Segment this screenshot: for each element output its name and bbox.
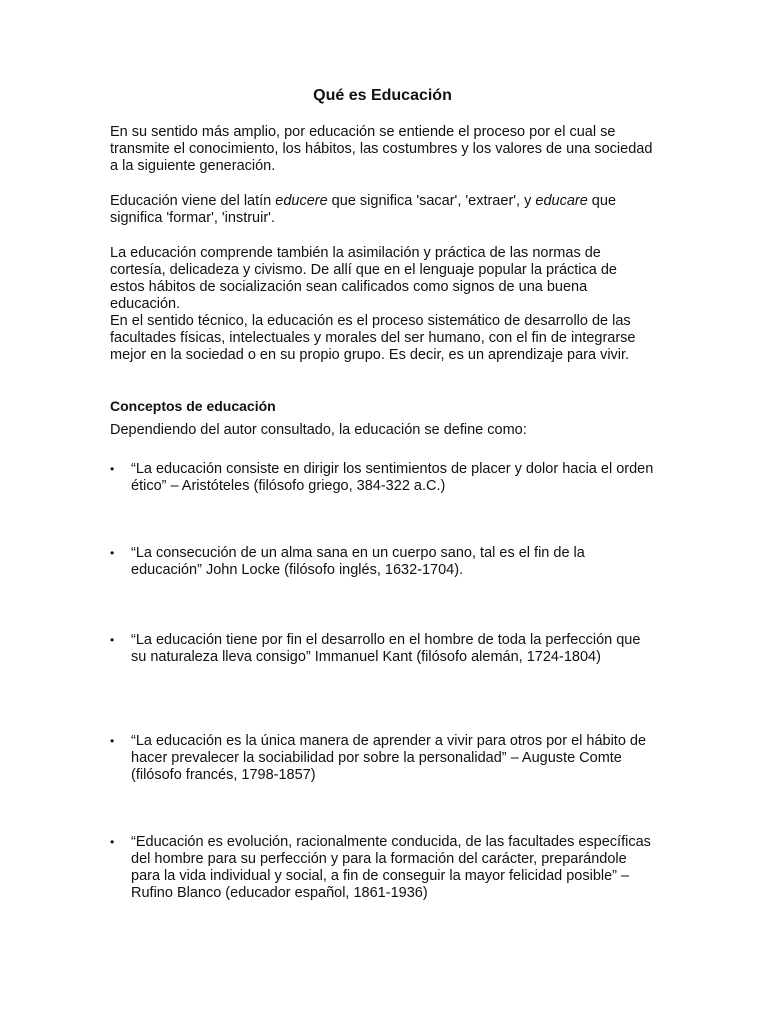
list-item [110, 545, 655, 579]
quote-text: “La educación tiene por fin el desarrollo en el hombre de toda la perfección que su naturaleza lleva consigo” Immanuel Kant (filósofo alemán, 1724-1804) [131, 632, 641, 665]
page-title: Qué es Educación [313, 87, 452, 104]
paragraph-courtesy: La educación comprende también la asimilación y práctica de las normas de cortesía, delicadeza y civismo. De allí que en el lenguaje popular la práctica de estos hábitos de socialización sean calificados como signos de una buena educación. [110, 245, 617, 312]
bullet-icon: • [110, 546, 115, 560]
etymology-text-1: Educación viene del latín [110, 193, 276, 209]
list-item [110, 834, 655, 902]
etymology-text-3: que significa 'formar', 'instruir'. [110, 193, 617, 226]
list-item [110, 733, 655, 784]
bullet-icon: • [110, 734, 115, 748]
quote-text: “La consecución de un alma sana en un cuerpo sano, tal es el fin de la educación” John Locke (filósofo inglés, 1632-1704). [131, 545, 585, 578]
etymology-term-educare: educare [535, 193, 588, 209]
paragraph-etymology [110, 193, 655, 227]
paragraph-technical: En el sentido técnico, la educación es el proceso sistemático de desarrollo de las facultades físicas, intelectuales y morales del ser humano, con el fin de integrarse mejor en la sociedad o en su propio grupo. Es decir, es un aprendizaje para vivir. [110, 313, 636, 363]
section-heading: Conceptos de educación [110, 398, 276, 414]
bullet-icon: • [110, 835, 115, 849]
quote-text: “La educación es la única manera de aprender a vivir para otros por el hábito de hacer prevalecer la sociabilidad por sobre la personalidad” – Auguste Comte (filósofo francés, 1798-1857) [131, 733, 647, 783]
etymology-term-educere: educere [275, 193, 328, 209]
bullet-icon: • [110, 462, 115, 476]
list-item [110, 632, 655, 666]
paragraph-definition: En su sentido más amplio, por educación se entiende el proceso por el cual se transmite el conocimiento, los hábitos, las costumbres y los valores de una sociedad a la siguiente generación. [110, 124, 653, 174]
quote-text: “La educación consiste en dirigir los sentimientos de placer y dolor hacia el orden ético” – Aristóteles (filósofo griego, 384-322 a.C.) [131, 461, 654, 494]
quote-text: “Educación es evolución, racionalmente conducida, de las facultades específicas del hombre para su perfección y para la formación del carácter, preparándole para la vida individual y social, a fin de conseguir la mayor felicidad posible” – Rufino Blanco (educador español, 1861-1936) [131, 834, 651, 901]
etymology-text-2: que significa 'sacar', 'extraer', y [327, 193, 536, 209]
list-item [110, 461, 655, 495]
section-intro: Dependiendo del autor consultado, la educación se define como: [110, 422, 527, 438]
bullet-icon: • [110, 633, 115, 647]
